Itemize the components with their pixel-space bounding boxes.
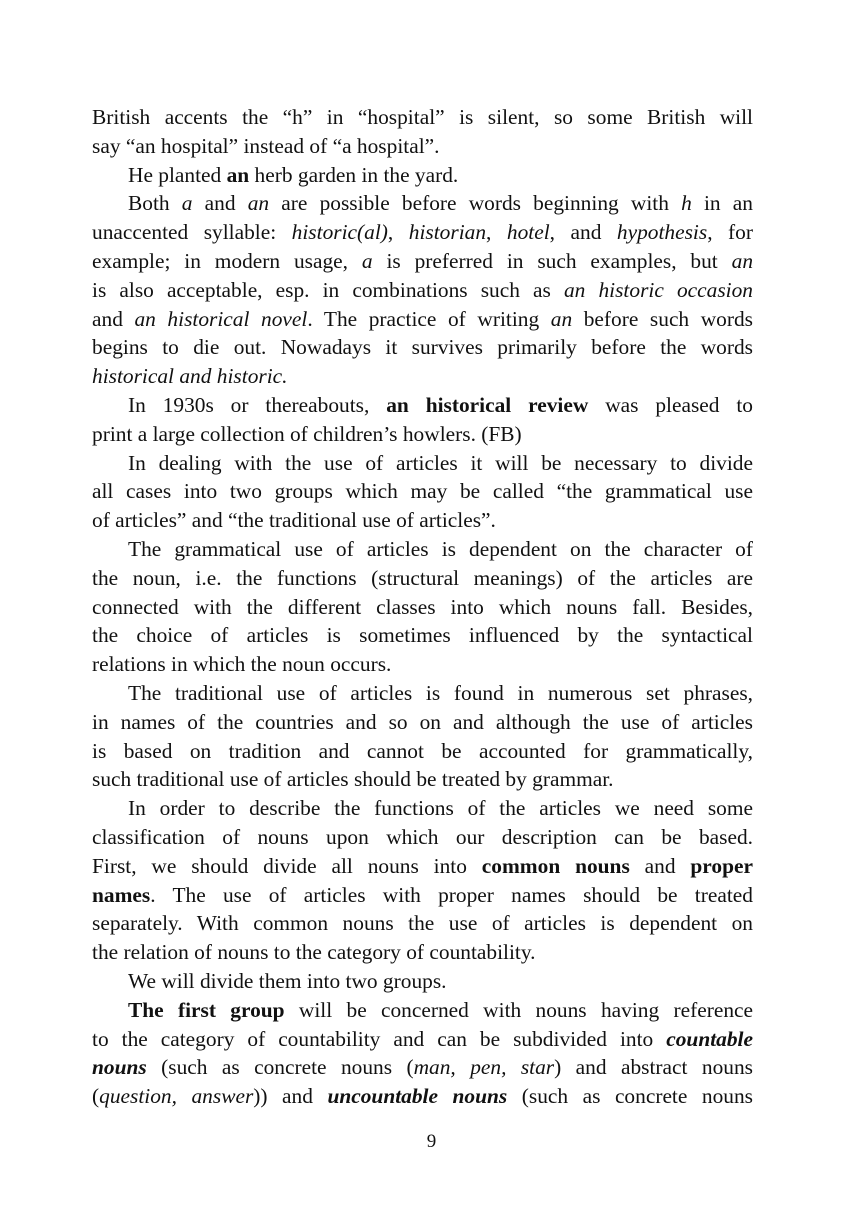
text: in an	[691, 191, 753, 216]
text-line	[92, 938, 753, 967]
text: is also acceptable, esp. in combinations such as	[92, 277, 564, 302]
text: (such as concrete nouns	[507, 1084, 753, 1109]
text-line	[92, 967, 753, 996]
text: before such words	[572, 306, 753, 331]
text-line	[92, 794, 753, 823]
bold-italic-text: uncountable nouns	[327, 1084, 508, 1109]
text-line	[92, 362, 753, 391]
text-line	[92, 305, 753, 334]
text: . The practice of writing	[307, 306, 551, 331]
text: to the category of countability and can be subdivided into	[92, 1026, 667, 1051]
text: He planted	[128, 162, 227, 187]
italic-text: historic(al)	[291, 220, 388, 245]
text-line	[92, 103, 753, 132]
text: First, we should divide all nouns into	[92, 853, 482, 878]
italic-text: hypothesis	[616, 220, 708, 245]
text-line	[92, 708, 753, 737]
italic-text: historian	[408, 220, 487, 245]
text: the noun, i.e. the functions (structural meanings) of the articles are	[92, 565, 753, 590]
bold-text: names	[92, 882, 151, 907]
text: the relation of nouns to the category of countability.	[92, 940, 536, 965]
bold-text: an	[226, 162, 250, 187]
text: . The use of articles with proper names should be treated	[150, 882, 753, 907]
text: such traditional use of articles should be treated by grammar.	[92, 767, 614, 792]
text: example; in modern usage,	[92, 248, 362, 273]
text: In dealing with the use of articles it will be necessary to divide	[128, 450, 753, 475]
text-line	[92, 564, 753, 593]
bold-text: The first group	[128, 997, 285, 1022]
text: classification of nouns upon which our description can be based.	[92, 824, 753, 849]
text-line	[92, 765, 753, 794]
text: , and	[549, 220, 617, 245]
text-line	[92, 161, 753, 190]
text-line	[92, 477, 753, 506]
italic-text: an historical novel	[134, 306, 308, 331]
paragraph	[92, 794, 753, 967]
paragraph	[92, 996, 753, 1111]
italic-text: an	[247, 191, 270, 216]
text: was pleased to	[588, 392, 753, 417]
text-line	[92, 189, 753, 218]
italic-text: a	[181, 191, 193, 216]
text-line	[92, 218, 753, 247]
bold-italic-text: nouns	[92, 1055, 147, 1080]
text: and	[192, 191, 248, 216]
bold-text: common nouns	[481, 853, 630, 878]
text: connected with the different classes into which nouns fall. Besides,	[92, 594, 753, 619]
italic-text: an	[550, 306, 573, 331]
text: (such as concrete nouns (	[146, 1055, 414, 1080]
italic-text: hotel	[506, 220, 550, 245]
italic-text: an historic occasion	[563, 277, 753, 302]
text: are possible before words beginning with	[269, 191, 682, 216]
text: say “an hospital” instead of “a hospital”.	[92, 133, 440, 158]
text: )) and	[253, 1084, 328, 1109]
text: , for	[707, 220, 753, 245]
text: will be concerned with nouns having reference	[284, 997, 754, 1022]
text: relations in which the noun occurs.	[92, 652, 392, 677]
bold-italic-text: countable	[666, 1026, 753, 1051]
text-line	[92, 823, 753, 852]
paragraph	[92, 535, 753, 679]
text: of articles” and “the traditional use of articles”.	[92, 508, 496, 533]
text: in names of the countries and so on and although the use of articles	[92, 709, 753, 734]
text-line	[92, 333, 753, 362]
paragraph	[92, 679, 753, 794]
bold-text: an historical review	[386, 392, 589, 417]
text: The grammatical use of articles is dependent on the character of	[128, 536, 753, 561]
text-line	[92, 506, 753, 535]
paragraph	[92, 967, 753, 996]
text: begins to die out. Nowadays it survives primarily before the words	[92, 335, 753, 360]
text-line	[92, 881, 753, 910]
text-line	[92, 276, 753, 305]
text: the choice of articles is sometimes influenced by the syntactical	[92, 623, 753, 648]
text-line	[92, 391, 753, 420]
text: British accents the “h” in “hospital” is silent, so some British will	[92, 105, 753, 129]
text-line	[92, 737, 753, 766]
text: ,	[486, 220, 507, 245]
page-number: 9	[426, 1131, 437, 1152]
text-line	[92, 420, 753, 449]
text: The traditional use of articles is found in numerous set phrases,	[128, 680, 753, 705]
italic-text: h	[681, 191, 692, 216]
text: is preferred in such examples, but	[372, 248, 732, 273]
italic-text: a	[361, 248, 373, 273]
paragraph	[92, 391, 753, 449]
paragraph	[92, 189, 753, 391]
text-line	[92, 679, 753, 708]
text-line	[92, 650, 753, 679]
text-line	[92, 247, 753, 276]
text: (	[92, 1084, 100, 1109]
text: print a large collection of children’s howlers. (FB)	[92, 421, 522, 446]
text: ,	[387, 220, 409, 245]
text-line	[92, 593, 753, 622]
text-line	[92, 1025, 753, 1054]
text: We will divide them into two groups.	[128, 968, 447, 993]
italic-text: historical and historic.	[92, 364, 288, 389]
italic-text: an	[731, 248, 754, 273]
page-body	[92, 103, 753, 1111]
paragraph	[92, 161, 753, 190]
text: unaccented syllable:	[92, 220, 292, 245]
text-line	[92, 1082, 753, 1111]
text-line	[92, 132, 753, 161]
text-line	[92, 852, 753, 881]
italic-text: man, pen, star	[413, 1055, 555, 1080]
text: all cases into two groups which may be called “the grammatical use	[92, 479, 753, 504]
bold-text: proper	[690, 853, 753, 878]
text-line	[92, 449, 753, 478]
paragraph	[92, 449, 753, 535]
italic-text: question, answer	[99, 1084, 254, 1109]
text: ) and abstract nouns	[554, 1055, 753, 1080]
text: In 1930s or thereabouts,	[128, 392, 387, 417]
text: and	[629, 853, 691, 878]
text-line	[92, 909, 753, 938]
text: In order to describe the functions of the articles we need some	[128, 796, 753, 821]
text-line	[92, 535, 753, 564]
text: herb garden in the yard.	[249, 162, 459, 187]
text-line	[92, 996, 753, 1025]
text: and	[92, 306, 135, 331]
text-line	[92, 621, 753, 650]
text: separately. With common nouns the use of articles is dependent on	[92, 911, 753, 936]
text: is based on tradition and cannot be accounted for grammatically,	[92, 738, 753, 763]
paragraph	[92, 103, 753, 161]
text: Both	[128, 191, 182, 216]
text-line	[92, 1053, 753, 1082]
